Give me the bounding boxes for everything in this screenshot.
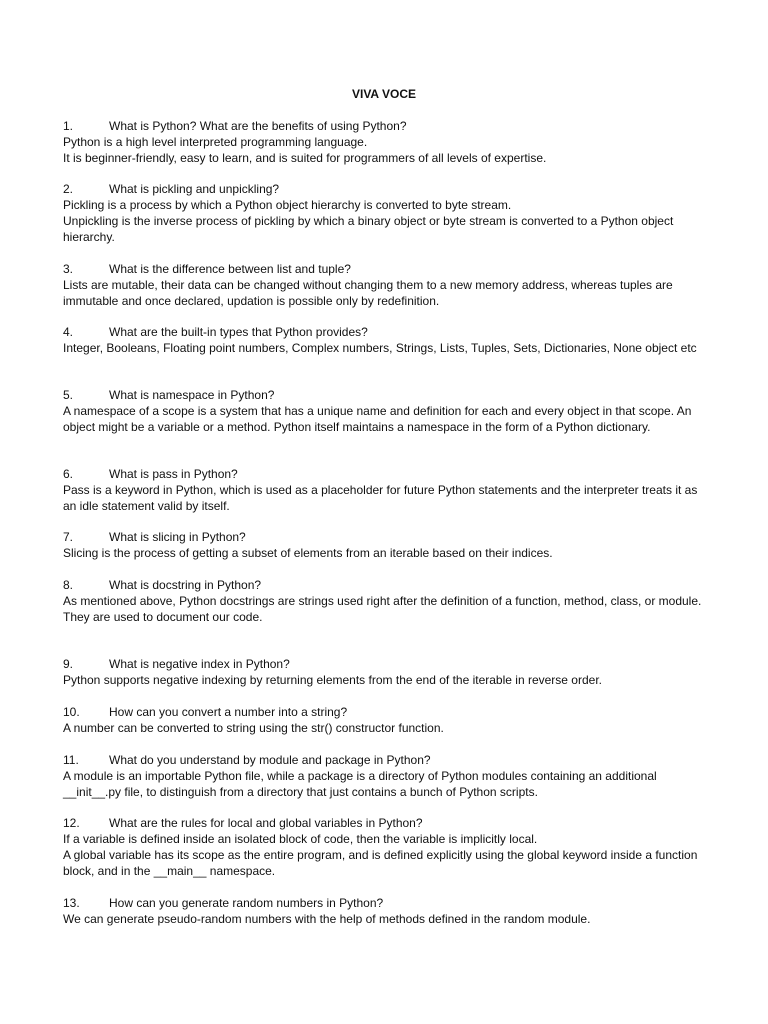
- question-number: 12.: [63, 816, 80, 830]
- answer-line: Python is a high level interpreted programming language.: [63, 135, 368, 149]
- question-text: What is the difference between list and tuple?: [109, 262, 351, 276]
- question-8: [63, 577, 713, 593]
- question-12: [63, 815, 713, 831]
- question-number: 1.: [63, 119, 74, 133]
- answer-line: Pass is a keyword in Python, which is used as a placeholder for future Python statements and the interpreter treats it as an idle statement valid by itself.: [63, 483, 698, 513]
- answer-line: Lists are mutable, their data can be changed without changing them to a new memory address, whereas tuples are immutable and once declared, updation is possible only by redefinition.: [63, 278, 673, 308]
- question-number: 2.: [63, 182, 74, 196]
- answer-line: Slicing is the process of getting a subset of elements from an iterable based on their indices.: [63, 546, 553, 560]
- question-2: [63, 181, 713, 197]
- qa-item-3: [63, 261, 713, 309]
- qa-item-6: [63, 466, 713, 514]
- qa-item-12: [63, 815, 713, 879]
- answer-line: It is beginner-friendly, easy to learn, and is suited for programmers of all levels of expertise.: [63, 151, 547, 165]
- question-number: 6.: [63, 467, 74, 481]
- qa-item-2: [63, 181, 713, 245]
- question-11: [63, 752, 713, 768]
- question-number: 9.: [63, 657, 74, 671]
- question-text: What are the built-in types that Python provides?: [109, 325, 368, 339]
- qa-item-1: [63, 118, 713, 166]
- question-text: What is pass in Python?: [109, 467, 238, 481]
- question-9: [63, 656, 713, 672]
- answer-line: We can generate pseudo-random numbers with the help of methods defined in the random module.: [63, 912, 591, 926]
- qa-item-11: [63, 752, 713, 800]
- question-number: 11.: [63, 753, 79, 767]
- answer-line: Unpickling is the inverse process of pickling by which a binary object or byte stream is converted to a Python object hierarchy.: [63, 214, 674, 244]
- question-number: 10.: [63, 705, 80, 719]
- qa-item-9: [63, 656, 713, 688]
- question-13: [63, 895, 713, 911]
- answer-line: Python supports negative indexing by returning elements from the end of the iterable in reverse order.: [63, 673, 602, 687]
- question-5: [63, 387, 713, 403]
- answer-line: They are used to document our code.: [63, 610, 263, 624]
- question-text: What is negative index in Python?: [109, 657, 290, 671]
- answer-line: As mentioned above, Python docstrings are strings used right after the definition of a function, method, class, or module.: [63, 594, 702, 608]
- question-number: 8.: [63, 578, 74, 592]
- question-text: How can you convert a number into a string?: [109, 705, 348, 719]
- qa-item-7: [63, 529, 713, 561]
- qa-item-8: [63, 577, 713, 625]
- question-3: [63, 261, 713, 277]
- question-text: What is pickling and unpickling?: [109, 182, 280, 196]
- question-6: [63, 466, 713, 482]
- question-text: What is docstring in Python?: [109, 578, 262, 592]
- qa-item-13: [63, 895, 713, 927]
- question-text: What is slicing in Python?: [109, 530, 246, 544]
- question-4: [63, 324, 713, 340]
- answer-line: Pickling is a process by which a Python object hierarchy is converted to byte stream.: [63, 198, 512, 212]
- question-text: How can you generate random numbers in Python?: [109, 896, 384, 910]
- question-number: 4.: [63, 325, 74, 339]
- qa-item-10: [63, 704, 713, 736]
- question-text: What is Python? What are the benefits of using Python?: [109, 119, 407, 133]
- answer-line: A namespace of a scope is a system that has a unique name and definition for each and every object in that scope. An object might be a variable or a method. Python itself maintains a namespace in the form of a Python dictionary.: [63, 404, 692, 434]
- question-number: 13.: [63, 896, 80, 910]
- question-number: 7.: [63, 530, 74, 544]
- question-text: What do you understand by module and package in Python?: [109, 753, 431, 767]
- answer-line: A number can be converted to string using the str() constructor function.: [63, 721, 444, 735]
- qa-item-4: [63, 324, 713, 356]
- answer-line: A module is an importable Python file, while a package is a directory of Python modules containing an additional __init__.py file, to distinguish from a directory that just contains a bunch of Python scripts.: [63, 769, 657, 799]
- question-1: [63, 118, 713, 134]
- answer-line: If a variable is defined inside an isolated block of code, then the variable is implicitly local.: [63, 832, 538, 846]
- answer-line: A global variable has its scope as the entire program, and is defined explicitly using the global keyword inside a function block, and in the __main__ namespace.: [63, 848, 698, 878]
- qa-item-5: [63, 387, 713, 435]
- question-text: What is namespace in Python?: [109, 388, 275, 402]
- question-10: [63, 704, 713, 720]
- answer-line: Integer, Booleans, Floating point numbers, Complex numbers, Strings, Lists, Tuples, Sets, Dictionaries, None object etc: [63, 341, 697, 355]
- question-number: 5.: [63, 388, 74, 402]
- document-title: VIVA VOCE: [351, 87, 416, 101]
- question-7: [63, 529, 713, 545]
- question-text: What are the rules for local and global variables in Python?: [109, 816, 423, 830]
- question-number: 3.: [63, 262, 74, 276]
